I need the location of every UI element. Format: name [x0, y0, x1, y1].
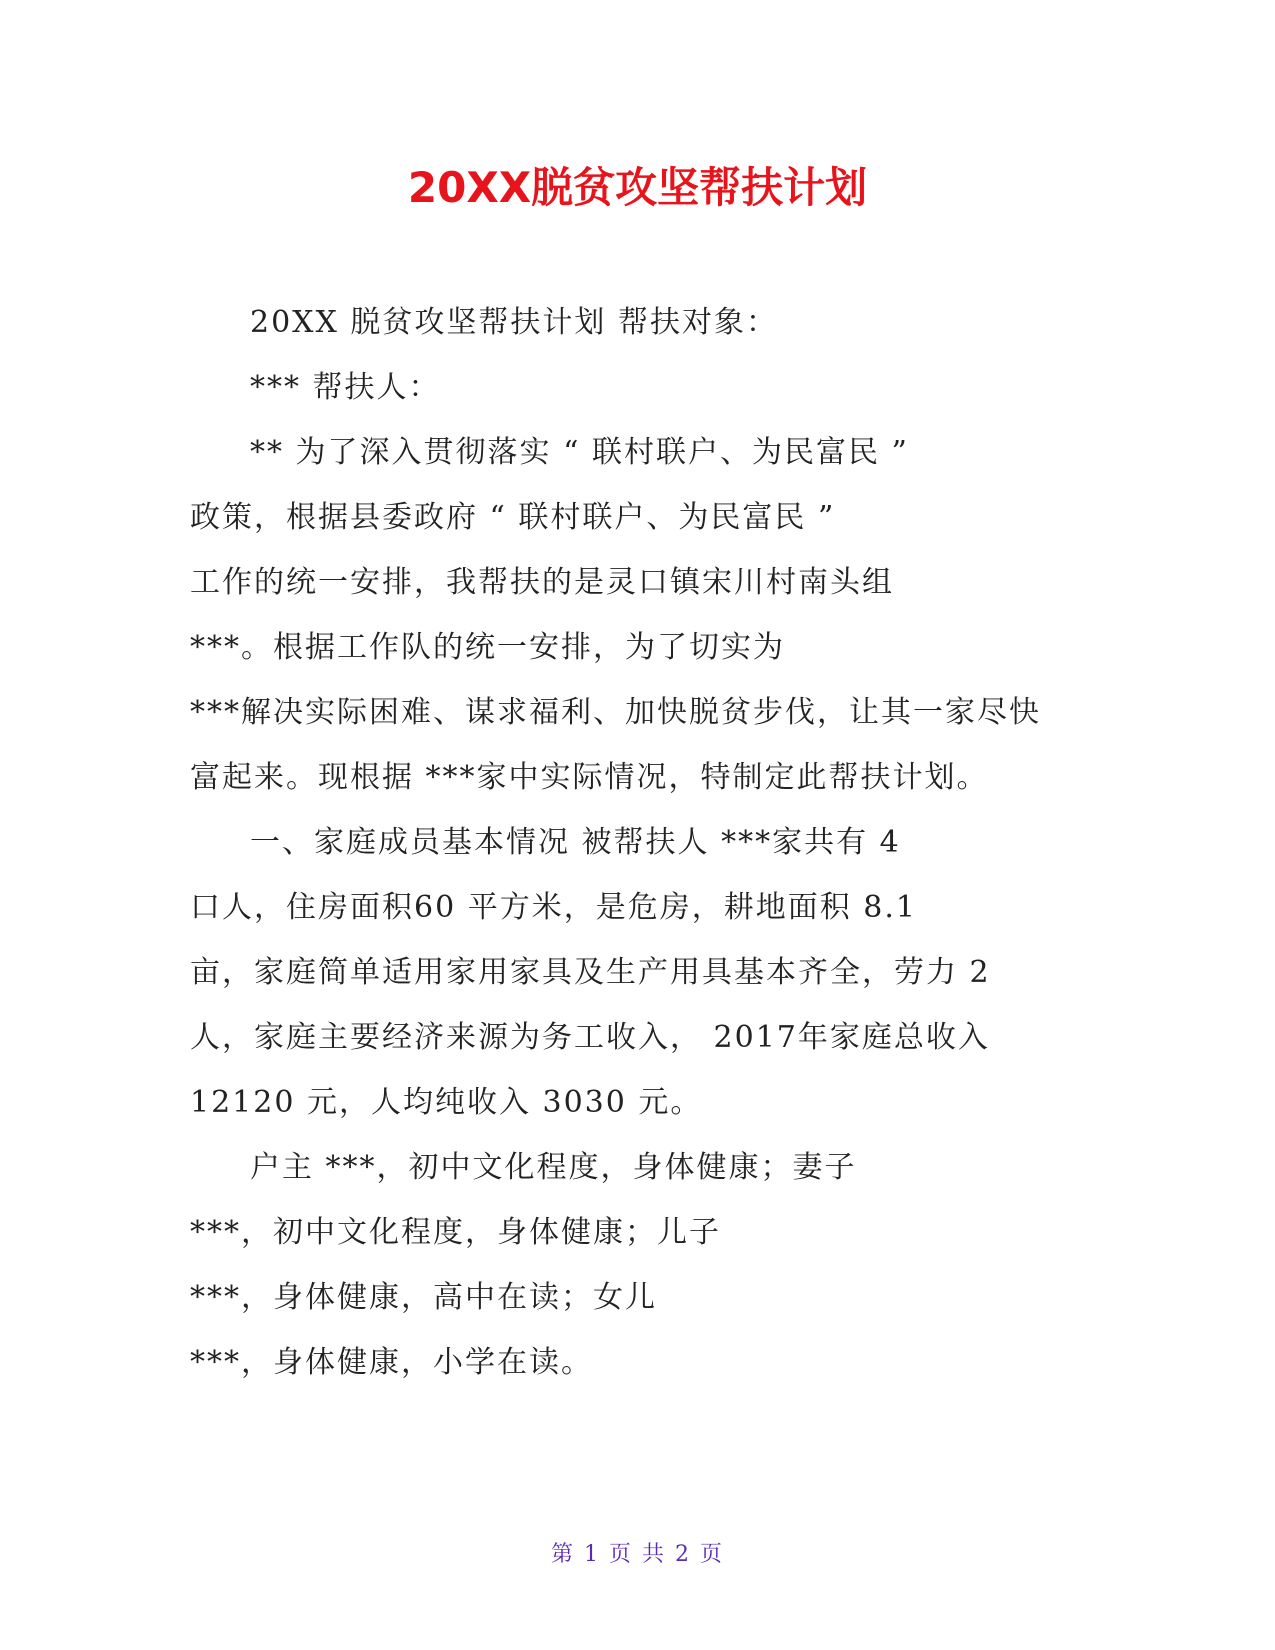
- paragraph-line: ***，身体健康，小学在读。: [190, 1345, 593, 1380]
- paragraph-line: 工作的统一安排，我帮扶的是灵口镇宋川村南头组: [190, 565, 894, 600]
- paragraph-line: 一、家庭成员基本情况 被帮扶人 ***家共有 4: [250, 825, 901, 860]
- paragraph-line: 12120 元，人均纯收入 3030 元。: [190, 1085, 703, 1120]
- paragraph-line: 亩，家庭简单适用家用家具及生产用具基本齐全，劳力 2: [190, 955, 991, 990]
- paragraph-line: ***，初中文化程度，身体健康；儿子: [190, 1215, 721, 1250]
- paragraph-line: ***，身体健康，高中在读；女儿: [190, 1280, 657, 1315]
- document-body: [190, 290, 1090, 1395]
- paragraph-line: 口人，住房面积60 平方米，是危房，耕地面积 8.1: [190, 890, 917, 925]
- document-title: 20XX脱贫攻坚帮扶计划: [407, 163, 868, 212]
- paragraph-line: 20XX 脱贫攻坚帮扶计划 帮扶对象：: [250, 305, 778, 340]
- paragraph-line: 户主 ***，初中文化程度，身体健康；妻子: [250, 1150, 857, 1185]
- paragraph-line: ***。根据工作队的统一安排，为了切实为: [190, 630, 785, 665]
- paragraph-line: ** 为了深入贯彻落实 “ 联村联户、为民富民 ”: [250, 435, 909, 470]
- paragraph-line: 政策，根据县委政府 “ 联村联户、为民富民 ”: [190, 500, 836, 535]
- paragraph-line: 人，家庭主要经济来源为务工收入， 2017年家庭总收入: [190, 1020, 990, 1055]
- paragraph-line: *** 帮扶人：: [250, 370, 441, 405]
- paragraph-line: 富起来。现根据 ***家中实际情况，特制定此帮扶计划。: [190, 760, 989, 795]
- paragraph-line: ***解决实际困难、谋求福利、加快脱贫步伐，让其一家尽快: [190, 695, 1041, 730]
- page-number-footer: 第 1 页 共 2 页: [551, 1542, 724, 1567]
